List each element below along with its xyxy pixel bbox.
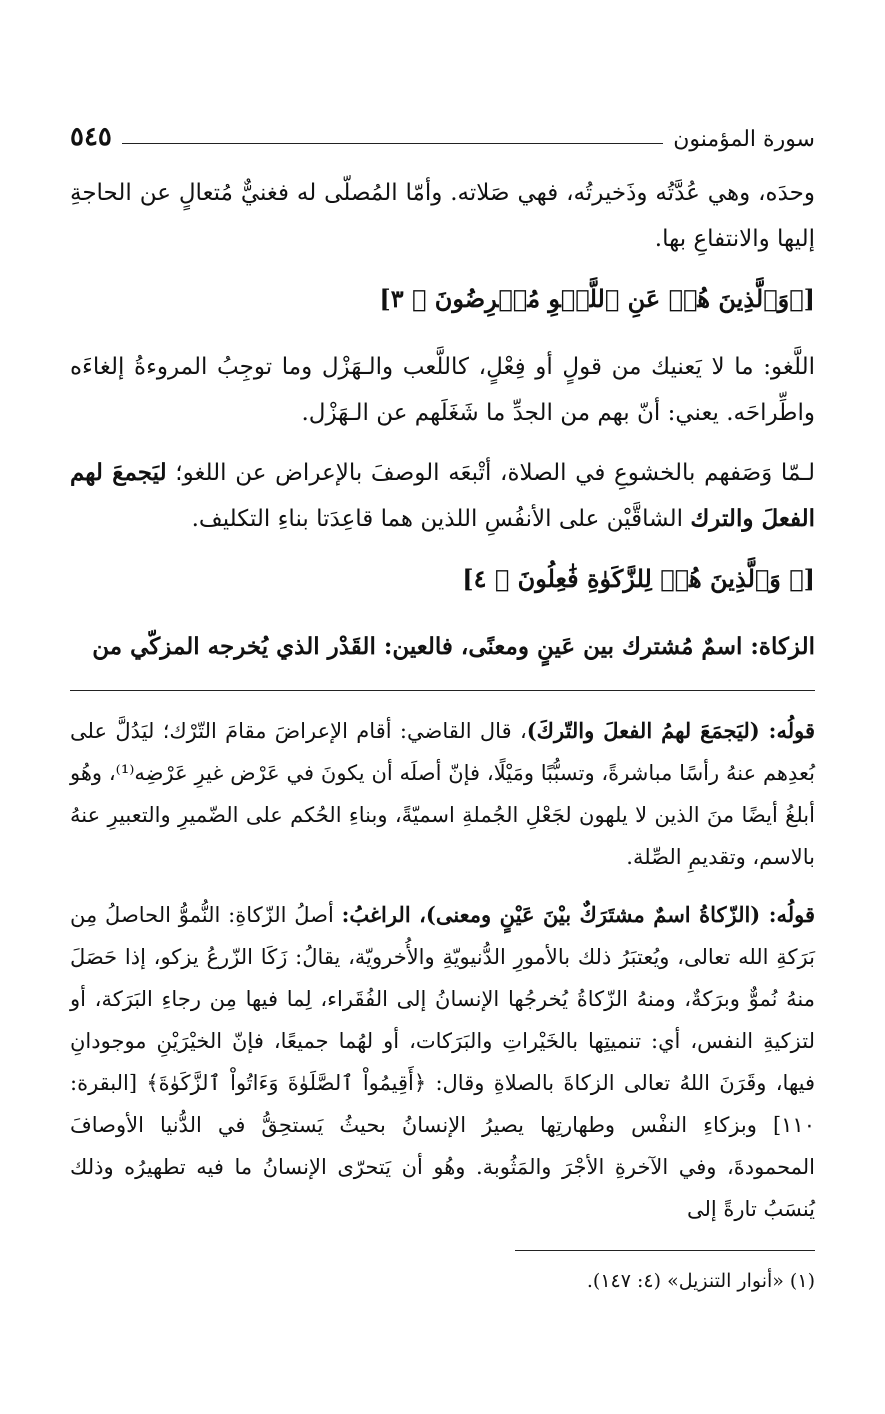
main-paragraph-1: وحدَه، وهي عُدَّتُه وذَخيرتُه، فهي صَلاته. وأمّا المُصلّى له فغنيٌّ مُتعالٍ عن الحاجةِ إليها والانتفاعِ بها. xyxy=(70,180,815,252)
note-1-lead: قولُه: (ليَجمَعَ لهمُ الفعلَ والتّركَ) xyxy=(526,718,815,743)
commentary-divider xyxy=(70,690,815,691)
main-paragraph-3 xyxy=(70,450,815,542)
footnote: (١) «أنوار التنزيل» (٤: ١٤٧). xyxy=(586,1270,815,1292)
quran-verse-4: [﴿ وَٱلَّذِينَ هُمۡ لِلزَّكَوٰةِ فَٰعِلُونَ ﴾ ٤] xyxy=(462,564,815,593)
page-number: ٥٤٥ xyxy=(70,122,112,152)
page-header xyxy=(70,112,815,152)
paragraph-3-end: الشاقَّيْن على الأنفُسِ اللذين هما قاعِدَتا بناءِ التكليف. xyxy=(191,506,691,532)
surah-title: سورة المؤمنون xyxy=(673,127,815,152)
commentary-note-2 xyxy=(70,894,815,1230)
footnote-rule xyxy=(515,1250,815,1251)
commentary xyxy=(70,710,815,1246)
header-rule xyxy=(122,143,663,144)
paragraph-3-start: لـمّا وَصَفهم بالخشوعِ في الصلاة، أتْبعَه الوصفَ بالإعراض عن اللغو؛ xyxy=(166,460,815,486)
note-2-lead: قولُه: (الزّكاةُ اسمٌ مشتَرَكٌ بيْنَ عَيْنٍ ومعنى)، الراغبُ: xyxy=(341,902,815,927)
commentary-note-1 xyxy=(70,710,815,878)
note-1-body: ، قال القاضي: أقام الإعراضَ مقامَ التّرْك؛ ليَدُلَّ على بُعدِهم عنهُ رأسًا مباشرةً، وتسبُّبًا ومَيْلًا، فإنّ أصلَه أن يكونَ في عَرْض غيرِ عَرْضِه⁽¹⁾، وهُو أبلغُ أيضًا منَ الذين لا يلهون لجَعْلِ الجُملةِ اسميّةً، وبناءِ الحُكم على الضّميرِ والتعبيرِ عنهُ بالاسم، وتقديمِ الصِّلة. xyxy=(70,719,815,869)
main-paragraph-4: الزكاة: اسمٌ مُشترك بين عَينٍ ومعنًى، فالعين: القَدْر الذي يُخرجه المزكّي من xyxy=(92,633,815,660)
quran-verse-3: [﴿وَٱلَّذِينَ هُمۡ عَنِ ٱللَّغۡوِ مُعۡرِضُونَ ﴾ ٣] xyxy=(379,284,815,313)
paragraph-3-bold: ليَجمعَ لهم الفعلَ والترك xyxy=(70,459,815,532)
note-2-body: أصلُ الزّكاةِ: النُّموُّ الحاصلُ مِن بَرَكةِ الله تعالى، ويُعتبَرُ ذلك بالأمورِ الدُّنيويّةِ والأُخرويّة، يقالُ: زَكَا الزّرعُ يزكو، إذا حَصَلَ منهُ نُموٌّ وبرَكةٌ، ومنهُ الزّكاةُ يُخرجُها الإنسانُ إلى الفُقَراء، لِما فيها مِن رجاءِ البَرَكة، أو لتزكيةِ النفس، أي: تنميتِها بالخَيْراتِ والبَرَكات، أو لهُما جميعًا، فإنّ الخيْرَيْنِ موجودانِ فيها، وقَرَنَ اللهُ تعالى الزكاةَ بالصلاةِ وقال: ﴿أَقِيمُواْ ٱلصَّلَوٰةَ وَءَاتُواْ ٱلزَّكَوٰةَ﴾ [البقرة: ١١٠] وبزكاءِ النفْس وطهارتِها يصيرُ الإنسانُ بحيثُ يَستحِقُّ في الدُّنيا الأوصافَ المحمودةَ، وفي الآخرةِ الأجْرَ والمَثُوبة. وهُو أن يَتحرّى الإنسانُ ما فيه تطهيرُه وذلك يُنسَبُ تارةً إلى xyxy=(70,903,815,1221)
main-text xyxy=(70,170,815,684)
main-paragraph-2: اللَّغو: ما لا يَعنيك من قولٍ أو فِعْلٍ، كاللَّعب والـهَزْل وما توجِبُ المروءةُ إلغاءَه واطِّراحَه. يعني: أنّ بهم من الجدِّ ما شَغَلَهم عن الـهَزْل. xyxy=(70,354,815,426)
